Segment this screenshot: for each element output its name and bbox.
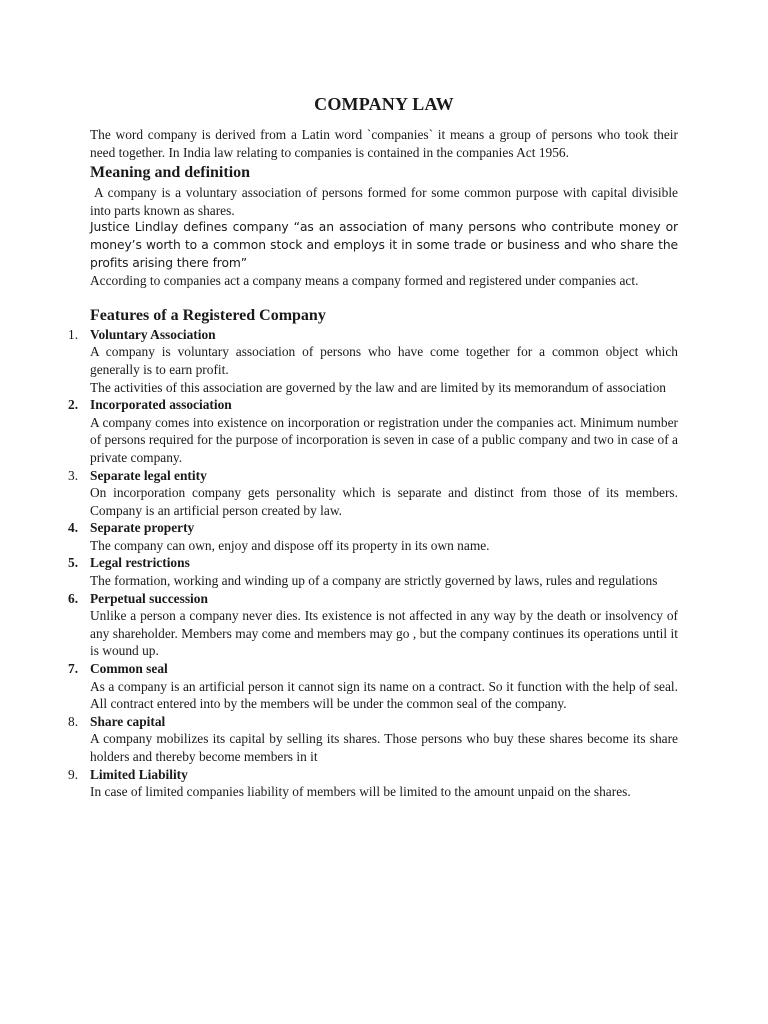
list-item [66, 590, 678, 660]
item-text: As a company is an artificial person it cannot sign its name on a contract. So it function with the help of seal. All contract entered into by the members will be under the common seal of the company. [90, 678, 678, 712]
features-list [66, 326, 678, 801]
meaning-paragraph-3: According to companies act a company means a company formed and registered under companies act. [90, 273, 639, 289]
item-title: Separate property [90, 520, 195, 536]
item-text: The formation, working and winding up of a company are strictly governed by laws, rules and regulations [90, 573, 658, 589]
item-number: 2. [68, 397, 79, 413]
item-text: A company mobilizes its capital by selling its shares. Those persons who buy these shares become its share holders and thereby become members in it [90, 731, 678, 764]
item-number: 7. [68, 661, 79, 677]
item-text: In case of limited companies liability of members will be limited to the amount unpaid on the shares. [90, 784, 631, 800]
item-title: Perpetual succession [90, 590, 208, 606]
item-title: Separate legal entity [90, 467, 207, 483]
list-item [66, 326, 678, 396]
list-item [66, 396, 678, 466]
item-title: Incorporated association [90, 397, 232, 413]
document-title: COMPANY LAW [314, 94, 454, 114]
meaning-heading: Meaning and definition [90, 164, 251, 182]
item-number: 3. [68, 467, 79, 483]
list-item [66, 519, 678, 554]
list-item [66, 660, 678, 713]
meaning-paragraph-2: Justice Lindlay defines company “as an association of many persons who contribute money or money’s worth to a common stock and employs it in some trade or business and who share the profits arising there from” [90, 220, 678, 270]
item-number: 4. [68, 520, 79, 536]
item-number: 1. [68, 326, 79, 342]
item-title: Voluntary Association [90, 326, 216, 342]
item-number: 5. [68, 555, 79, 571]
list-item [66, 766, 678, 801]
item-number: 9. [68, 766, 79, 782]
item-title: Limited Liability [90, 766, 188, 782]
list-item [66, 713, 678, 766]
item-title: Legal restrictions [90, 555, 190, 571]
item-number: 8. [68, 713, 79, 729]
meaning-paragraph-1: A company is a voluntary association of persons formed for some common purpose with capital divisible into parts known as shares. [90, 185, 678, 218]
item-text: The activities of this association are governed by the law and are limited by its memorandum of association [90, 379, 667, 395]
item-number: 6. [68, 590, 79, 606]
features-heading: Features of a Registered Company [90, 306, 326, 324]
intro-paragraph: The word company is derived from a Latin word `companies` it means a group of persons who took their need together. In India law relating to companies is contained in the companies Act 1956. [90, 127, 678, 160]
list-item [66, 467, 678, 520]
item-text: A company comes into existence on incorporation or registration under the companies act. Minimum number of persons required for the purpose of incorporation is seven in case of a public company and two in case of a private company. [90, 414, 678, 465]
item-text: The company can own, enjoy and dispose off its property in its own name. [90, 537, 490, 553]
item-text: A company is voluntary association of persons who have come together for a common object which generally is to earn profit. [90, 344, 678, 377]
item-text: On incorporation company gets personality which is separate and distinct from those of its members. Company is an artificial person created by law. [90, 485, 678, 518]
item-title: Common seal [90, 661, 168, 677]
item-text: Unlike a person a company never dies. Its existence is not affected in any way by the death or insolvency of any shareholder. Members may come and members may go , but the company continues its operations until it is wound up. [90, 608, 678, 659]
list-item [66, 554, 678, 589]
item-title: Share capital [90, 713, 166, 729]
